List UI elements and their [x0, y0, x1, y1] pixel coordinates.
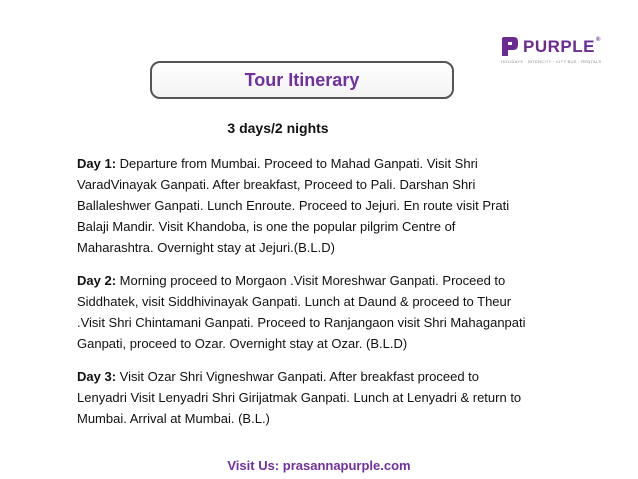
day-line: Maharashtra. Overnight stay at Jejuri.(B.L.D) [77, 240, 335, 255]
day-line: VaradVinayak Ganpati. After breakfast, Proceed to Pali. Darshan Shri [77, 177, 476, 192]
title-box [150, 61, 454, 99]
day-line: .Visit Shri Chintamani Ganpati. Proceed to Ranjangaon visit Shri Mahaganpati [77, 315, 526, 330]
day-3-paragraph [77, 366, 602, 429]
day-line: Visit Ozar Shri Vigneshwar Ganpati. After breakfast proceed to [116, 369, 480, 384]
website-link[interactable]: Visit Us: prasannapurple.com [227, 458, 411, 473]
day-line: Balaji Mandir. Visit Khandoba, is one the popular pilgrim Centre of [77, 219, 456, 234]
day-label: Day 1: [77, 156, 117, 171]
day-line: Lenyadri Visit Lenyadri Shri Girijatmak Ganpati. Lunch at Lenyadri & return to [77, 390, 522, 405]
day-2-paragraph [77, 270, 602, 354]
page-title: Tour Itinerary [244, 70, 360, 90]
purple-logo [500, 34, 618, 68]
duration-subtitle: 3 days/2 nights [227, 120, 329, 136]
purple-logo-icon [500, 36, 520, 58]
day-1-paragraph [77, 153, 602, 258]
day-line: Mumbai. Arrival at Mumbai. (B.L.) [77, 411, 270, 426]
day-label: Day 3: [77, 369, 117, 384]
day-label: Day 2: [77, 273, 117, 288]
day-line: Ganpati, proceed to Ozar. Overnight stay at Ozar. (B.L.D) [77, 336, 408, 351]
day-line: Ballaleshwer Ganpati. Lunch Enroute. Proceed to Jejuri. En route visit Prati [77, 198, 510, 213]
day-line: Morning proceed to Morgaon .Visit Moreshwar Ganpati. Proceed to [116, 273, 506, 288]
logo-tagline: HOLIDAYS · INTERCITY · CITY BUS · RENTALS [501, 59, 602, 64]
logo-wordmark: PURPLE® [523, 37, 601, 56]
day-line: Siddhatek, visit Siddhivinayak Ganpati. Lunch at Daund & proceed to Theur [77, 294, 512, 309]
day-line: Departure from Mumbai. Proceed to Mahad Ganpati. Visit Shri [116, 156, 478, 171]
